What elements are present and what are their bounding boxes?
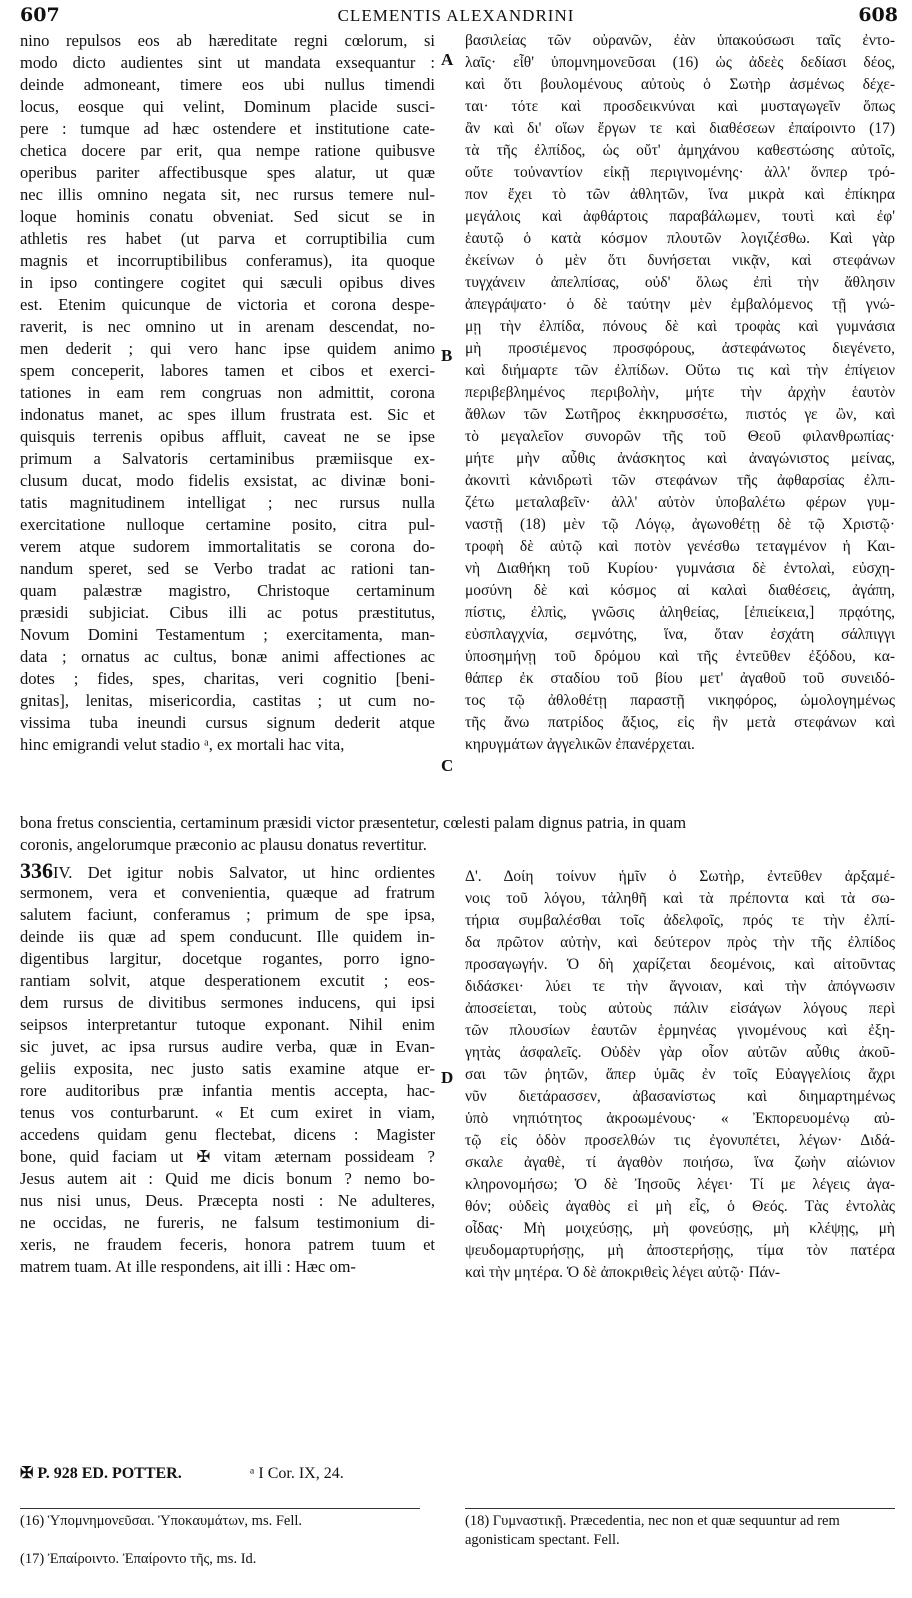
text-line: θάπερ ἐκ σταδίου τοῦ βίου μετ' ἀγαθοῦ τοῦ συνειδό- <box>465 670 895 687</box>
text-line: modo dicto audientes sint ut mandata exsequantur : <box>20 53 435 72</box>
text-line: nandum speret, sed se Verbo tradat ac rationi tan- <box>20 559 435 578</box>
footnote-18: (18) Γυμναστικῇ. Præcedentia, nec non et quæ sequuntur ad rem agonisticam spectant. Fell. <box>465 1513 840 1548</box>
text-line: data ; ornatus ac cultus, bonæ animi affectiones ac <box>20 647 435 666</box>
text-line: athletis res habet (ut parva et corruptibilia cum <box>20 229 435 248</box>
text-line: ne occidas, ne fureris, ne falsum testimonium di- <box>20 1213 435 1232</box>
section-number: 336 <box>20 860 53 882</box>
text-line: τυγχάνειν ἀπελπίσας, οὐδ' ὅλως ἐπὶ τὴν ἄθλησιν <box>465 274 895 291</box>
text-line: spem conceperit, labores tamen et cibos et exerci- <box>20 361 435 380</box>
text-line: nec illis omnino negata sit, nec rursus temere nul- <box>20 185 435 204</box>
page-header <box>0 4 912 32</box>
footnote-17: (17) Ἐπαίροιντο. Ἐπαίροντο τῆς, ms. Id. <box>20 1551 257 1567</box>
text-line: γητὰς ἀσφαλεῖς. Οὐδὲν γὰρ οἷον αὐτῶν αὖθις ἀκοῦ- <box>465 1044 895 1061</box>
text-line: καὶ διήμαρτε τῶν ἐλπίδων. Οὕτω τις καὶ τὴν ἐπίγειον <box>465 362 895 379</box>
text-line: Δ'. Δοίη τοίνυν ἡμῖν ὁ Σωτὴρ, ἐντεῦθεν ἀρξαμέ- <box>465 868 895 885</box>
text-line: σαι τῶν ῥητῶν, ἅπερ ὑμᾶς ἐν τοῖς Εὐαγγελίοις ἄχρι <box>465 1066 895 1083</box>
text-line: dem rursus de divitibus sermones inducens, qui ipsi <box>20 993 435 1012</box>
running-title: CLEMENTIS ALEXANDRINI <box>337 6 575 25</box>
text-line: deinde iis quæ ad spem conducunt. Ille quidem in- <box>20 927 435 946</box>
text-line: ἄθλων τῶν Σωτῆρος ἐκκηρυσσέτω, πιστός γε ὢν, καὶ <box>465 406 895 423</box>
page-number-right: 608 <box>858 4 898 26</box>
text-line: Novum Domini Testamentum ; exercitamenta, man- <box>20 625 435 644</box>
text-line: gnitas], lenitas, misericordia, castitas ; ut cum no- <box>20 691 435 710</box>
text-line: θόν; οὐδεὶς ἀγαθὸς εἰ μὴ εἷς, ὁ Θεός. Τὰς ἐντολὰς <box>465 1198 895 1215</box>
text-line: μὴ προσιέμενος προσφόρους, ἀστεφάνωτος διεγένετο, <box>465 340 895 357</box>
potter-note: ✠ P. 928 ED. POTTER. <box>20 1465 182 1482</box>
text-line: μῃ τὴν ἐλπίδα, πόνους δὲ καὶ τροφὰς καὶ γυμνάσια <box>465 318 895 335</box>
text-line: tationes in eam rem congruas non admittit, corona <box>20 383 435 402</box>
text-line: deinde admoneant, timere eos ubi nullus timendi <box>20 75 435 94</box>
text-line: tenus vos conturbarunt. « Et cum exiret in viam, <box>20 1103 435 1122</box>
text-line: rore auditoribus præ infantia mentis accepta, hac- <box>20 1081 435 1100</box>
text-line: περιβεβλημένος περιβολὴν, μήτε τὴν ἀρχὴν ἑαυτὸν <box>465 384 895 401</box>
text-line: xeris, ne fraudem feceris, honora patrem tuum et <box>20 1235 435 1254</box>
text-line: τῆς ἄνω πατρίδος ἄξιος, εἰς ἣν μετὰ στεφάνων καὶ <box>465 714 895 731</box>
text-line: primum a Salvatoris certaminibus præmiisque ex- <box>20 449 435 468</box>
text-line: quisquis terrenis opibus affluit, caveat ne se ipse <box>20 427 435 446</box>
text-line: ἀποσείεται, τοὺς αὐτοὺς πάλιν εἰσάγων λόγους περὶ <box>465 1000 895 1017</box>
footnote-rule-left <box>20 1508 420 1509</box>
text-line: τὸ μεγαλεῖον συνορῶν τῆς τοῦ Θεοῦ φιλανθρωπίας· <box>465 428 895 445</box>
text-line: dotes ; fides, spes, charitas, veri cognitio [beni- <box>20 669 435 688</box>
text-line: ναστῇ (18) μὲν τῷ Λόγῳ, ἀγωνοθέτῃ δὲ τῷ Χριστῷ· <box>465 516 895 533</box>
text-line: ἑαυτῷ ὁ κατὰ κόσμον πλουτῶν λογιζέσθω. Καὶ γὰρ <box>465 230 895 247</box>
text-line: ἐκείνων ὁ μὲν ὅτι δυνήσεται νικᾷν, καὶ στεφάνων <box>465 252 895 269</box>
text-line: βασιλείας τῶν οὐρανῶν, ἐὰν ὑπακούσωσι ταῖς ἐντο- <box>465 32 895 49</box>
text-line: τήρια συμβαλέσθαι τοῖς ἀδελφοῖς, πρός τε τὴν ἐλπί- <box>465 912 895 929</box>
text-line: indonatus manet, ac spes illum frustrata est. Sic et <box>20 405 435 424</box>
text-line: τὰ τῆς ἐλπίδος, ὡς οὔτ' ἀμηχάνου καθεστώσης αὐτοῖς, <box>465 142 895 159</box>
text-line: δα πρῶτον αὐτὴν, καὶ δεύτερον πρὸς τὴν τῆς ἐλπίδος <box>465 934 895 951</box>
latin-column-lower <box>20 860 435 1278</box>
text-line: ται· τότε καὶ προσδεικνύναι καὶ μυσταγωγεῖν ὅπως <box>465 98 895 115</box>
text-line: τος τῷ ἀθλοθέτῃ παραστῇ νικηφόρος, ὡμολογημένως <box>465 692 895 709</box>
text-line: digentibus largitur, docetque rogantes, porro igno- <box>20 949 435 968</box>
text-line: τῷ εἰς ὁδὸν προσελθών τις ἐγονυπέτει, λέγων· Διδά- <box>465 1132 895 1149</box>
margin-marker-a: A <box>441 50 454 69</box>
text-line: salutem faciunt, conferamus ; primum de spe ipsa, <box>20 905 435 924</box>
text-line: καὶ τὴν μητέρα. Ὁ δὲ ἀποκριθεὶς λέγει αὐτῷ· Πάν- <box>465 1264 781 1281</box>
text-line: sermonem, vera et convenientia, quæque ad fratrum <box>20 883 435 902</box>
text-line: τροφὴ δὲ αὐτῷ καὶ ποτὸν γενέσθω τεταγμένον ἡ Και- <box>465 538 895 555</box>
text-line: hinc emigrandi velut stadio ᵃ, ex mortali hac vita, <box>20 735 345 754</box>
text-line: κληρονομήσω; Ὁ δὲ Ἰησοῦς λέγει· Τί με λέγεις ἀγα- <box>465 1176 895 1193</box>
text-line: est. Etenim quicunque de victoria et corona despe- <box>20 295 435 314</box>
text-line: ἀκονιτὶ κἀνιδρωτὶ τῶν στεφάνων τῆς ἀφθαρσίας ἐλπι- <box>465 472 895 489</box>
text-line: κηρυγμάτων ἀγγελικῶν ἐπανέρχεται. <box>465 736 695 753</box>
cor-note: ᵃ I Cor. IX, 24. <box>250 1465 344 1482</box>
text-line: διδάσκει· λύει τε τὴν ἄγνοιαν, καὶ τὴν ἀπόγνωσιν <box>465 978 895 995</box>
text-line: men dederit ; qui vero hanc ipse quidem animo <box>20 339 435 358</box>
text-line: loque hominis conatu obveniat. Sed sicut se in <box>20 207 435 226</box>
text-line: raverit, is nec omnino ut in arenam descendat, no- <box>20 317 435 336</box>
text-line: λαῖς· εἶθ' ὑπομνημονεῦσαι (16) ὡς ἀδεὲς δεδίασι δέος, <box>465 54 895 71</box>
text-line: in ipso contingere cogitet qui sæculi opibus dives <box>20 273 435 292</box>
text-line: σκαλε ἀγαθὲ, τί ἀγαθὸν ποιήσω, ἵνα ζωὴν αἰώνιον <box>465 1154 895 1171</box>
text-line: οἶδας· Μὴ μοιχεύσῃς, μὴ φονεύσῃς, μὴ κλέψῃς, μὴ <box>465 1220 895 1237</box>
text-line: rantiam solvit, atque desperationem excutit ; eos- <box>20 971 435 990</box>
text-line: ἂν καὶ δι' οἵων ἔργων τε καὶ διαθέσεων ἐπαίροιντο (17) <box>465 120 895 137</box>
text-line: verem atque sudorem immortalitatis se corona do- <box>20 537 435 556</box>
latin-column-upper <box>20 30 435 756</box>
text-line: ἀπεγράψατο· ὁ δὲ ταύτην μὲν ἐμβαλόμενος τῇ γνώ- <box>465 296 895 313</box>
margin-marker-d: D <box>441 1068 454 1087</box>
full-width-line-2: coronis, angelorumque præconio ac plausu donatus revertitur. <box>20 835 427 854</box>
text-line: εὐσπλαγχνία, σεμνότης, ἵνα, ὅταν ἐσχάτη σάλπιγγι <box>465 626 895 643</box>
text-line: tatis magnitudinem intelligat ; nec rursus nulla <box>20 493 435 512</box>
text-line: ὑποσημήνῃ τοῦ δρόμου καὶ τῆς ἐντεῦθεν ἐξόδου, κα- <box>465 648 895 665</box>
footnote-rule-right <box>465 1508 895 1509</box>
text-line: τῶν πλουσίων ἑαυτῶν ἑρμηνέας γινομένους καὶ ἐξη- <box>465 1022 895 1039</box>
text-line: bone, quid faciam ut ✠ vitam æternam possideam ? <box>20 1147 435 1166</box>
text-line: προσαγωγήν. Ὁ δὴ χαρίζεται δεομένοις, καὶ αἰτοῦντας <box>465 956 895 973</box>
text-line: nino repulsos eos ab hæreditate regni cœlorum, si <box>20 31 435 50</box>
text-line: νῦν διετάρασσεν, ἀβασανίστως καὶ διημαρτημένως <box>465 1088 895 1105</box>
text-line: ψευδομαρτυρήσῃς, μὴ ἀποστερήσῃς, τίμα τὸν πατέρα <box>465 1242 895 1259</box>
text-line: Jesus autem ait : Quid me dicis bonum ? nemo bo- <box>20 1169 435 1188</box>
text-line: μεγάλοις καὶ ἀφθάρτοις παραβάλωμεν, τουτὶ καὶ ἐφ' <box>465 208 895 225</box>
text-line: μήτε μὴν αὖθις ἀνάσκητος καὶ ἀναγώνιστος μείνας, <box>465 450 895 467</box>
text-line: καὶ ὅτι βουλομένους αὐτοὺς ὁ Σωτὴρ ἀσμένως δέχε- <box>465 76 895 93</box>
text-line: seipsos interpretantur tutoque exponant. Nihil enim <box>20 1015 435 1034</box>
text-line: exercitatione nulloque certamine posito, citra pul- <box>20 515 435 534</box>
greek-column-lower <box>465 866 895 1284</box>
text-line: accedens quidam genu flectebat, dicens : Magister <box>20 1125 435 1144</box>
text-line: πίστις, ἐλπὶς, γνῶσις ἀληθείας, [ἐπιείκεια,] πρᾳότης, <box>465 604 895 621</box>
text-line: præsidi subjiciat. Cibus illi ac potus præstitutus, <box>20 603 435 622</box>
text-line: pere : tumque ad hæc ostendere et institutione cate- <box>20 119 435 138</box>
text-line: chetica docere par erit, qua nempe ratione quibusve <box>20 141 435 160</box>
text-line: vissima tuba ineundi cursus signum dederit atque <box>20 713 435 732</box>
text-line: clusum ducat, modo fidelis exsistat, ac divinæ boni- <box>20 471 435 490</box>
text-line: locus, eosque qui velint, Dominum placide susci- <box>20 97 435 116</box>
text-line: sic juvet, ac ipsa rursus audire verba, quæ in Evan- <box>20 1037 435 1056</box>
margin-marker-b: B <box>441 346 453 365</box>
greek-column-upper <box>465 30 895 756</box>
full-width-line-1: bona fretus conscientia, certaminum præsidi victor præsentetur, cœlesti palam dignus patria, in quam <box>20 813 687 832</box>
text-line: μοσύνη δὲ καὶ κόσμος αἱ καλαὶ διαθέσεις, ἀγάπη, <box>465 582 895 599</box>
page-number-left: 607 <box>20 4 60 26</box>
text-line: ὑπὸ νηπιότητος ἀκροωμένους· « Ἐκπορευομένῳ αὐ- <box>465 1110 895 1127</box>
text-line: operibus pariter affectibusque spes alatur, ut quæ <box>20 163 435 182</box>
text-line: νοις τοῦ λόγου, τἀληθῆ καὶ τὰ πρέποντα καὶ τὰ σω- <box>465 890 895 907</box>
text-line: magnis et incorruptibilibus conferamus), ita quoque <box>20 251 435 270</box>
text-line: matrem tuam. At ille respondens, ait illi : Hæc om- <box>20 1257 356 1276</box>
text-line: 336IV. Det igitur nobis Salvator, ut hinc ordientes <box>20 860 435 882</box>
text-line: πον ἔχει τὸ τῶν ἀθλητῶν, ἵνα μικρὰ καὶ ἐπίκηρα <box>465 186 895 203</box>
text-line: ζέτω μεταλαβεῖν· ἀλλ' αὐτὸν ὑποβαλέτω φέρων γυμ- <box>465 494 895 511</box>
text-line: οὔτε τοὐναντίον εἰκῇ περιγινομένης· ἀλλ' ὅνπερ τρό- <box>465 164 895 181</box>
text-line: geliis exposita, nec justo satis examine atque er- <box>20 1059 435 1078</box>
footnote-16: (16) Ὑπομνημονεῦσαι. Ὑποκαυμάτων, ms. Fell. <box>20 1513 303 1529</box>
text-line: quam palæstræ magistro, Christoque certaminum <box>20 581 435 600</box>
margin-marker-c: C <box>441 756 454 775</box>
text-line: nus nisi unus, Deus. Præcepta nosti : Ne adulteres, <box>20 1191 435 1210</box>
text-line: νὴ Διαθήκη τοῦ Κυρίου· γυμνάσια δὲ ἐντολαὶ, εὐσχη- <box>465 560 895 577</box>
